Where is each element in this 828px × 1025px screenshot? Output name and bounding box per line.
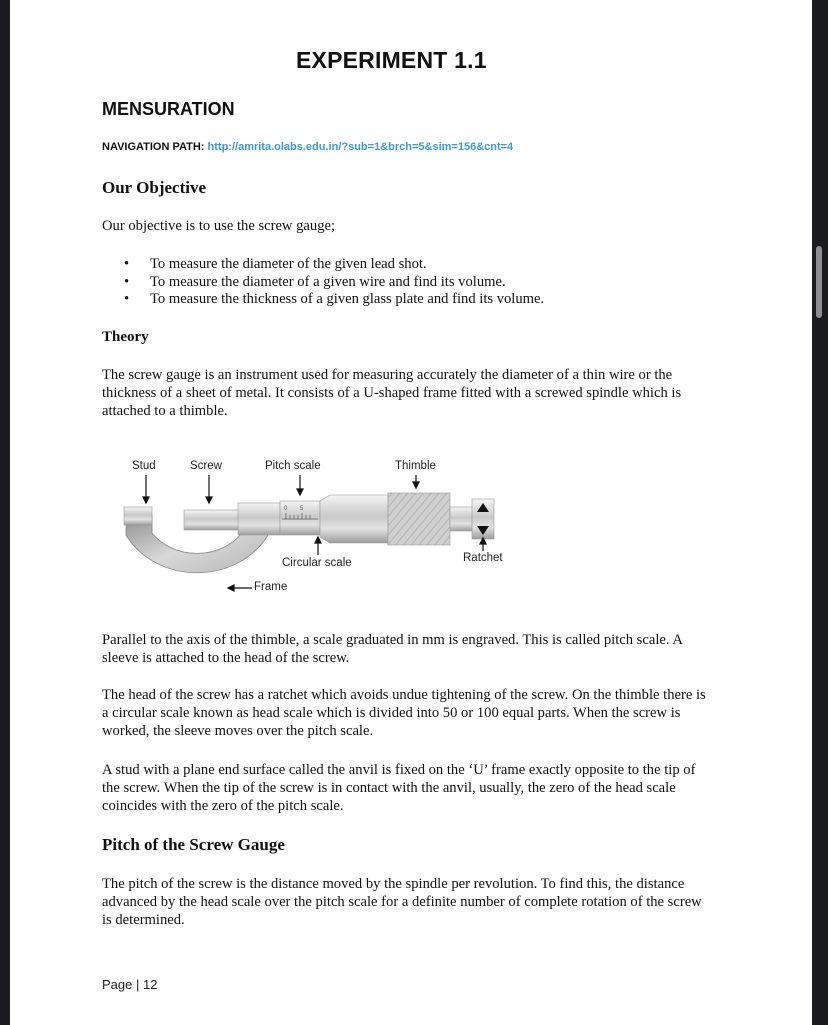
list-item: • To measure the diameter of a given wire and find its volume. <box>102 274 544 292</box>
label-circular-scale: Circular scale <box>282 557 352 569</box>
label-frame: Frame <box>254 581 288 593</box>
screw-gauge-illustration <box>118 455 518 605</box>
list-item: • To measure the thickness of a given glass plate and find its volume. <box>102 291 544 309</box>
scale-mark-5: 5 <box>300 506 304 512</box>
right-rail <box>812 0 828 1025</box>
theory-paragraph: The screw gauge is an instrument used for measuring accurately the diameter of a thin wire or the thickness of a sheet of metal. It consists of a U-shaped frame fitted with a screwed spindle which is attached to a thimble. <box>102 367 682 419</box>
navigation-label: NAVIGATION PATH: <box>102 141 205 153</box>
pitch-paragraph: The pitch of the screw is the distance moved by the spindle per revolution. To find this, the distance advanced by the head scale over the pitch scale for a definite number of complete rotation of the screw is determined. <box>102 876 702 928</box>
navigation-path <box>102 141 513 153</box>
scale-mark-0: 0 <box>284 506 288 512</box>
label-screw: Screw <box>190 460 222 472</box>
page-title: EXPERIMENT 1.1 <box>296 47 487 73</box>
list-item: • To measure the diameter of the given lead shot. <box>102 256 544 274</box>
section-title: MENSURATION <box>102 99 235 119</box>
theory-heading: Theory <box>102 329 149 345</box>
label-thimble: Thimble <box>395 460 436 472</box>
paragraph-anvil: A stud with a plane end surface called the anvil is fixed on the ‘U’ frame exactly opposite to the tip of the screw. When the tip of the screw is in contact with the anvil, usually, the zero of the head scale coincides with the zero of the pitch scale. <box>102 762 696 814</box>
objective-intro: Our objective is to use the screw gauge; <box>102 218 336 234</box>
paragraph-pitch-scale: Parallel to the axis of the thimble, a scale graduated in mm is engraved. This is called pitch scale. A sleeve is attached to the head of the screw. <box>102 632 683 666</box>
screw-gauge-diagram <box>118 455 518 605</box>
label-ratchet: Ratchet <box>463 552 503 564</box>
scrollbar-thumb[interactable] <box>816 246 822 318</box>
navigation-link[interactable]: http://amrita.olabs.edu.in/?sub=1&brch=5&sim=156&cnt=4 <box>207 141 514 153</box>
label-pitch-scale: Pitch scale <box>265 460 321 472</box>
paragraph-ratchet: The head of the screw has a ratchet which avoids undue tightening of the screw. On the thimble there is a circular scale known as head scale which is divided into 50 or 100 equal parts. When the screw is worked, the sleeve moves over the pitch scale. <box>102 687 706 739</box>
label-stud: Stud <box>132 460 156 472</box>
objective-list <box>102 256 544 309</box>
pitch-heading: Pitch of the Screw Gauge <box>102 835 285 854</box>
objective-heading: Our Objective <box>102 178 207 197</box>
page-number: Page | 12 <box>102 977 158 992</box>
